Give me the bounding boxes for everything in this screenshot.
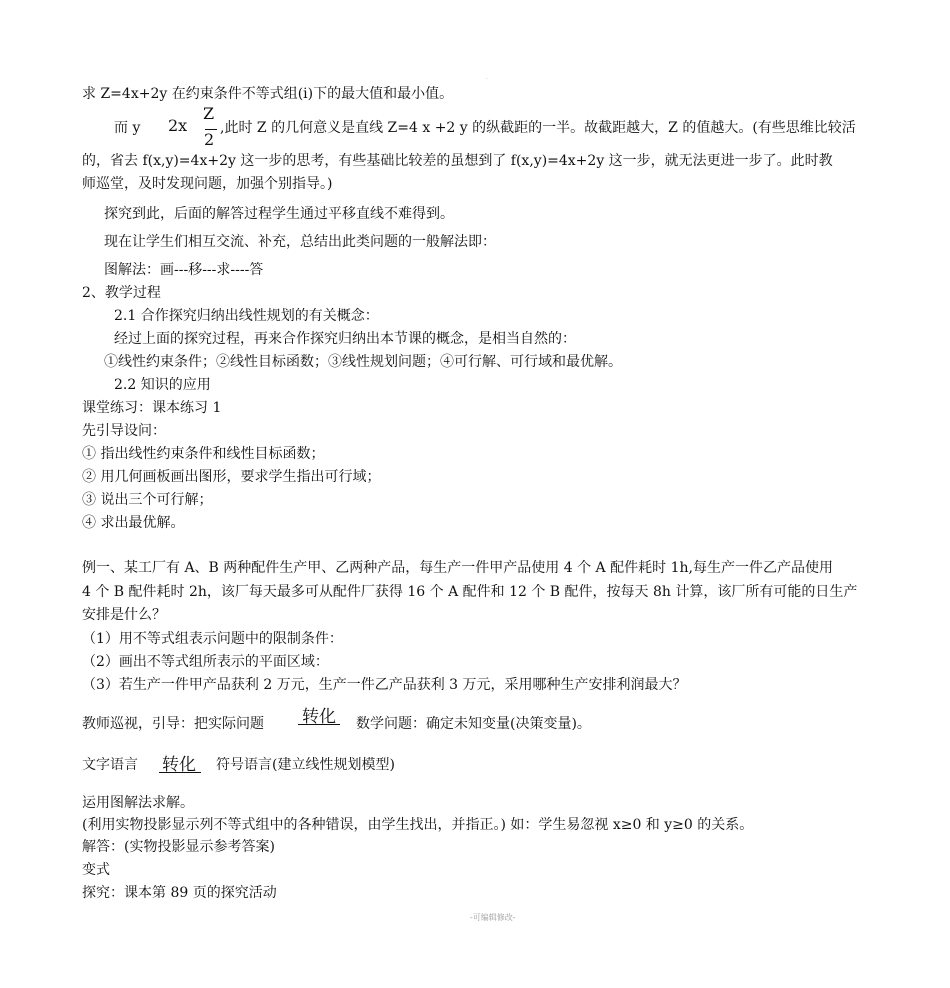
- transform-arrow-line: [159, 772, 201, 773]
- guide-line: 先引导设问：: [82, 423, 166, 439]
- subquestion-line: （3）若生产一件甲产品获利 2 万元，生产一件乙产品获利 3 万元，采用哪种生产安排利润最大？: [82, 677, 687, 693]
- explore-line: 探究：课本第 89 页的探究活动: [82, 885, 277, 901]
- solve-line: 运用图解法求解。: [82, 795, 194, 811]
- fraction-numerator: Z: [203, 104, 215, 123]
- equation-term: 2x: [168, 116, 188, 135]
- section-heading: 2、教学过程: [82, 285, 161, 301]
- errors-note: (利用实物投影显示列不等式组中的各种错误，由学生找出，并指正。) 如：学生易忽视 x≥0 和 y≥0 的关系。: [82, 817, 754, 833]
- example-line: 例一、某工厂有 A、B 两种配件生产甲、乙两种产品，每生产一件甲产品使用 4 个 A 配件耗时 1h,每生产一件乙产品使用: [82, 560, 833, 576]
- list-item: ② 用几何画板画出图形，要求学生指出可行域；: [82, 469, 381, 485]
- list-item: ④ 求出最优解。: [82, 515, 185, 531]
- text-line-thinking: 的，省去 f(x,y)=4x+2y 这一步的思考，有些基础比较差的虽想到了 f(x,y)=4x+2y 这一步，就无法更进一步了。此时教: [82, 153, 833, 169]
- subsection-heading: 2.2 知识的应用: [114, 377, 211, 393]
- language-text: 文字语言: [82, 757, 138, 773]
- example-line: 安排是什么？: [82, 607, 166, 623]
- equation-prefix: 而 y: [114, 120, 141, 136]
- text-line-guidance: 师巡堂，及时发现问题，加强个别指导。): [82, 176, 333, 192]
- example-line: 4 个 B 配件耗时 2h，该厂每天最多可从配件厂获得 16 个 A 配件和 12 个 B 配件，按每天 8h 计算，该厂所有可能的日生产: [82, 584, 858, 600]
- transform-arrow-label: 转化: [302, 707, 336, 727]
- list-item: ③ 说出三个可行解；: [82, 492, 213, 508]
- paragraph-exchange: 现在让学生们相互交流、补充，总结出此类问题的一般解法即：: [104, 234, 496, 250]
- transform-arrow-line: [298, 724, 340, 725]
- teacher-guide-text: 数学问题：确定未知变量(决策变量)。: [356, 716, 591, 732]
- subquestion-line: （2）画出不等式组所表示的平面区域：: [82, 654, 329, 670]
- page-footer: -可编辑修改-: [470, 913, 516, 922]
- top-mark: ·: [486, 76, 488, 83]
- language-text: 符号语言(建立线性规划模型): [216, 757, 395, 773]
- transform-arrow-label: 转化: [162, 755, 196, 775]
- text-line-meaning: ,此时 Z 的几何意义是直线 Z=4 x +2 y 的纵截距的一半。故截距越大，Z 的值越大。(有些思维比较活: [220, 120, 856, 136]
- subsection-heading: 2.1 合作探究归纳出线性规划的有关概念：: [114, 308, 379, 324]
- paragraph-explore: 探究到此，后面的解答过程学生通过平移直线不难得到。: [104, 206, 454, 222]
- list-item: ① 指出线性约束条件和线性目标函数；: [82, 446, 325, 462]
- text-line-objective: 求 Z=4x+2y 在约束条件不等式组(i)下的最大值和最小值。: [82, 86, 454, 102]
- variant-line: 变式: [82, 862, 110, 878]
- practice-line: 课堂练习：课本练习 1: [82, 400, 222, 416]
- paragraph-method: 图解法：画---移---求----答: [104, 262, 264, 278]
- answer-line: 解答：(实物投影显示参考答案): [82, 839, 275, 855]
- concept-list: ①线性约束条件；②线性目标函数；③线性规划问题；④可行解、可行域和最优解。: [104, 354, 622, 370]
- teacher-guide-text: 教师巡视，引导：把实际问题: [82, 716, 264, 732]
- subquestion-line: （1）用不等式组表示问题中的限制条件：: [82, 631, 343, 647]
- subsection-body: 经过上面的探究过程，再来合作探究归纳出本节课的概念，是相当自然的：: [114, 331, 576, 347]
- fraction-denominator: 2: [204, 130, 215, 149]
